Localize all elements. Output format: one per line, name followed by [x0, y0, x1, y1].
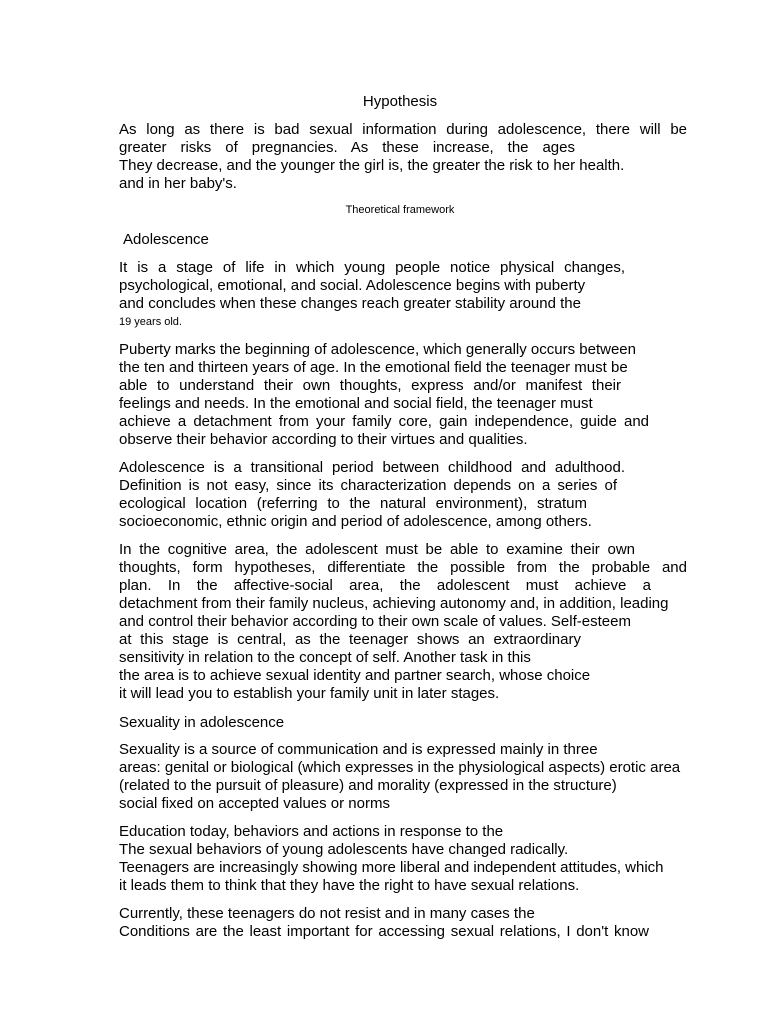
- section-heading-theoretical-framework: Theoretical framework: [345, 204, 455, 216]
- text-line: plan. In the affective-social area, the adolescent must achieve a: [119, 577, 651, 594]
- text-line: able to understand their own thoughts, express and/or manifest their: [119, 377, 621, 394]
- text-line: observe their behavior according to their virtues and qualities.: [119, 431, 528, 448]
- text-line: thoughts, form hypotheses, differentiate the possible from the probable and: [119, 559, 687, 576]
- text-line: detachment from their family nucleus, achieving autonomy and, in addition, leading: [119, 595, 669, 612]
- text-line: and control their behavior according to their own scale of values. Self-esteem: [119, 613, 631, 630]
- text-line: Conditions are the least important for accessing sexual relations, I don't know: [119, 923, 649, 940]
- text-line: psychological, emotional, and social. Adolescence begins with puberty: [119, 277, 586, 294]
- page-title: Hypothesis: [362, 93, 438, 110]
- text-line: greater risks of pregnancies. As these increase, the ages: [119, 139, 575, 156]
- section-heading-adolescence: Adolescence: [123, 231, 209, 248]
- text-line: Adolescence is a transitional period between childhood and adulthood.: [119, 459, 625, 476]
- text-line: In the cognitive area, the adolescent must be able to examine their own: [119, 541, 635, 558]
- text-line: the ten and thirteen years of age. In the emotional field the teenager must be: [119, 359, 628, 376]
- text-line: feelings and needs. In the emotional and social field, the teenager must: [119, 395, 593, 412]
- text-line: Definition is not easy, since its characterization depends on a series of: [119, 477, 617, 494]
- text-line: (related to the pursuit of pleasure) and morality (expressed in the structure): [119, 777, 617, 794]
- text-line: it will lead you to establish your family unit in later stages.: [119, 685, 500, 702]
- text-line: sensitivity in relation to the concept of self. Another task in this: [119, 649, 531, 666]
- text-line: It is a stage of life in which young people notice physical changes,: [119, 259, 625, 276]
- text-line: Education today, behaviors and actions in response to the: [119, 823, 504, 840]
- text-line: it leads them to think that they have the right to have sexual relations.: [119, 877, 580, 894]
- text-line: As long as there is bad sexual information during adolescence, there will be: [119, 121, 687, 138]
- text-line: at this stage is central, as the teenager shows an extraordinary: [119, 631, 581, 648]
- text-line: ecological location (referring to the natural environment), stratum: [119, 495, 587, 512]
- text-line: They decrease, and the younger the girl is, the greater the risk to her health.: [119, 157, 625, 174]
- text-line: 19 years old.: [119, 316, 182, 328]
- text-line: Currently, these teenagers do not resist and in many cases the: [119, 905, 535, 922]
- text-line: areas: genital or biological (which expresses in the physiological aspects) erotic area: [119, 759, 681, 776]
- text-line: achieve a detachment from your family core, gain independence, guide and: [119, 413, 649, 430]
- text-line: Sexuality is a source of communication and is expressed mainly in three: [119, 741, 598, 758]
- text-line: The sexual behaviors of young adolescents have changed radically.: [119, 841, 569, 858]
- text-line: social fixed on accepted values or norms: [119, 795, 390, 812]
- text-line: and concludes when these changes reach greater stability around the: [119, 295, 581, 312]
- section-heading-sexuality: Sexuality in adolescence: [119, 714, 285, 731]
- text-line: and in her baby's.: [119, 175, 237, 192]
- text-line: Teenagers are increasingly showing more liberal and independent attitudes, which: [119, 859, 664, 876]
- text-line: the area is to achieve sexual identity and partner search, whose choice: [119, 667, 591, 684]
- text-line: Puberty marks the beginning of adolescence, which generally occurs between: [119, 341, 636, 358]
- text-line: socioeconomic, ethnic origin and period of adolescence, among others.: [119, 513, 592, 530]
